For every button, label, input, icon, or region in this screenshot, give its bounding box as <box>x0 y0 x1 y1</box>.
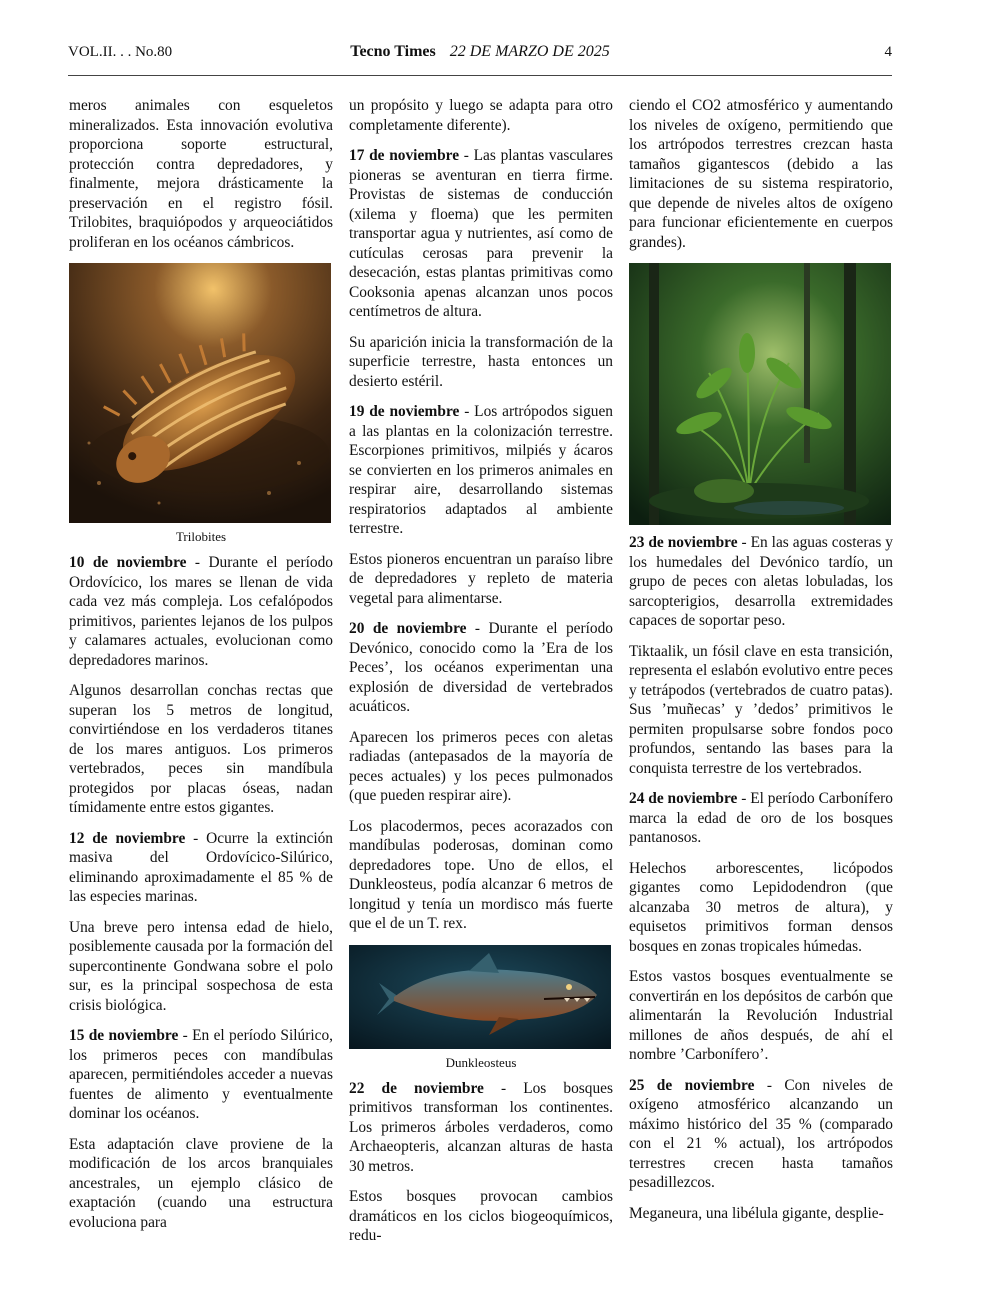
timeline-entry: 17 de noviembre - Las plantas vasculares pioneras se aventuran en tierra firme. Provistas de sistemas de conducción (xilema y floema) que les permiten transportar agua y nutrientes, así como de cutículas cerosas para prevenir la desecación, estas plantas primitivas como Cooksonia apenas alcanzan unos pocos centímetros de altura. <box>349 147 613 320</box>
entry-date: 17 de noviembre <box>349 147 460 164</box>
paragraph: Aparecen los primeros peces con aletas radiadas (antepasados de la mayoría de peces actuales) y los peces pulmonados (que pueden respirar aire). <box>349 728 613 804</box>
paragraph: Helechos arborescentes, licópodos gigantes como Lepidodendron (que alcanzaba 30 metros de altura), y equisetos primitivos forman densos bosques en zonas tropicales húmedas. <box>629 859 893 955</box>
timeline-entry: 15 de noviembre - En el período Silúrico, los primeros peces con mandíbulas aparecen, permitiéndoles acceder a nuevas fuentes de alimento y eventualmente dominar los océanos. <box>69 1027 333 1122</box>
issue-date: 22 DE MARZO DE 2025 <box>449 43 610 60</box>
header-rule <box>68 75 892 76</box>
entry-date: 20 de noviembre <box>349 620 467 637</box>
timeline-entry: 19 de noviembre - Los artrópodos siguen a las plantas en la colonización terrestre. Escorpiones primitivos, milpiés y ácaros se convierten en los primeros animales en respirar aire, desarrollando sistemas respiratorios adaptados al ambiente terrestre. <box>349 403 613 537</box>
paragraph: Su aparición inicia la transformación de la superficie terrestre, hasta entonces un desierto estéril. <box>349 333 613 390</box>
column-1 <box>69 96 333 1243</box>
paragraph: Meganeura, una libélula gigante, desplie- <box>629 1204 884 1222</box>
page-header <box>68 40 892 66</box>
newspaper-name: Tecno Times <box>350 43 436 60</box>
paragraph: un propósito y luego se adapta para otro completamente diferente). <box>349 97 613 134</box>
devonian-forest-image <box>629 263 891 525</box>
column-2 <box>349 96 613 1257</box>
paragraph: Esta adaptación clave proviene de la modificación de los arcos branquiales ancestrales, un ejemplo clásico de exaptación (cuando una estructura evoluciona para <box>69 1135 333 1231</box>
timeline-entry: 10 de noviembre - Durante el período Ordovícico, los mares se llenan de vida cada vez más compleja. Los cefalópodos primitivos, parientes lejanos de los pulpos y calamares actuales, evolucionan como depredadores marinos. <box>69 554 333 669</box>
figure-caption: Trilobites <box>175 529 227 544</box>
timeline-entry: 20 de noviembre - Durante el período Devónico, conocido como la ’Era de los Peces’, los océanos experimentan una explosión de diversidad de vertebrados acuáticos. <box>349 620 613 715</box>
paragraph: Los placodermos, peces acorazados con mandíbulas poderosas, dominan como depredadores tope. Uno de ellos, el Dunkleosteus, podía alcanzar 6 metros de longitud y tenía un mordisco más fuerte que el de un T. rex. <box>349 817 613 932</box>
column-3 <box>629 96 893 1234</box>
entry-date: 10 de noviembre <box>69 554 187 571</box>
entry-date: 22 de noviembre <box>349 1079 484 1097</box>
paragraph: Estos pioneros encuentran un paraíso libre de depredadores y repleto de materia vegetal para alimentarse. <box>349 550 613 607</box>
entry-date: 24 de noviembre <box>629 790 738 807</box>
paragraph: Tiktaalik, un fósil clave en esta transición, representa el eslabón evolutivo entre peces y tetrápodos (vertebrados de cuatro patas). Sus ’muñecas’ y ’dedos’ primitivos le permiten propulsarse sobre fondos poco profundos, sentando las bases para la conquista terrestre de los vertebrados. <box>629 642 893 777</box>
masthead <box>68 43 892 61</box>
paragraph: meros animales con esqueletos mineralizados. Esta innovación evolutiva proporciona soporte estructural, protección contra depredadores, y finalmente, mejora drásticamente la preservación en el registro fósil. Trilobites, braquiópodos y arqueociátidos proliferan en los océanos cámbricos. <box>69 97 333 251</box>
page-number: 4 <box>884 44 892 60</box>
entry-date: 19 de noviembre <box>349 403 460 420</box>
timeline-entry: 23 de noviembre - En las aguas costeras y los humedales del Devónico tardío, un grupo de peces con aletas lobuladas, los sarcopterigios, desarrolla extremidades capaces de soportar peso. <box>629 534 893 629</box>
entry-date: 15 de noviembre <box>69 1027 179 1044</box>
figure-dunkleosteus <box>349 945 613 1071</box>
figure-forest <box>629 263 893 525</box>
paragraph: ciendo el CO2 atmosférico y aumentando los niveles de oxígeno, permitiendo que los artrópodos terrestres crezcan hasta tamaños gigantescos (debido a las limitaciones de su sistema respiratorio, que depende de niveles altos de oxígeno para funcionar eficientemente en cuerpos grandes). <box>629 97 893 251</box>
timeline-entry: 12 de noviembre - Ocurre la extinción masiva del Ordovícico-Silúrico, eliminando aproximadamente el 85 % de las especies marinas. <box>69 829 333 905</box>
paragraph: Algunos desarrollan conchas rectas que superan los 5 metros de longitud, convirtiéndose en los verdaderos titanes de los mares antiguos. Los primeros vertebrados, peces sin mandíbula protegidos por placas óseas, nadan tímidamente entre estos gigantes. <box>69 682 333 816</box>
entry-date: 12 de noviembre <box>69 829 186 847</box>
timeline-entry: 24 de noviembre - El período Carbonífero marca la edad de oro de los bosques pantanosos. <box>629 790 893 846</box>
entry-date: 23 de noviembre <box>629 534 738 551</box>
timeline-entry: 22 de noviembre - Los bosques primitivos transforman los continentes. Los primeros árboles verdaderos, como Archaeopteris, alcanzan alturas de hasta 30 metros. <box>349 1079 613 1175</box>
figure-trilobite <box>69 263 333 545</box>
dunkleosteus-image <box>349 945 611 1049</box>
paragraph: Estos bosques provocan cambios dramáticos en los ciclos biogeoquímicos, redu- <box>349 1188 613 1244</box>
figure-caption: Dunkleosteus <box>445 1054 517 1070</box>
paragraph: Estos vastos bosques eventualmente se convertirán en los depósitos de carbón que alimentarán la Revolución Industrial millones de años después, de ahí el nombre ’Carbonífero’. <box>629 968 893 1063</box>
volume-number: VOL.II. . . No.80 <box>68 44 173 60</box>
timeline-entry: 25 de noviembre - Con niveles de oxígeno atmosférico alcanzando un máximo histórico del 35 % (comparado con el 21 % actual), los artrópodos terrestres crecen hasta tamaños pesadillezcos. <box>629 1076 893 1191</box>
entry-date: 25 de noviembre <box>629 1076 755 1094</box>
trilobite-image <box>69 263 331 523</box>
paragraph: Una breve pero intensa edad de hielo, posiblemente causada por la formación del supercontinente Gondwana sobre el polo sur, es la principal sospechosa de esta crisis biológica. <box>69 918 333 1014</box>
